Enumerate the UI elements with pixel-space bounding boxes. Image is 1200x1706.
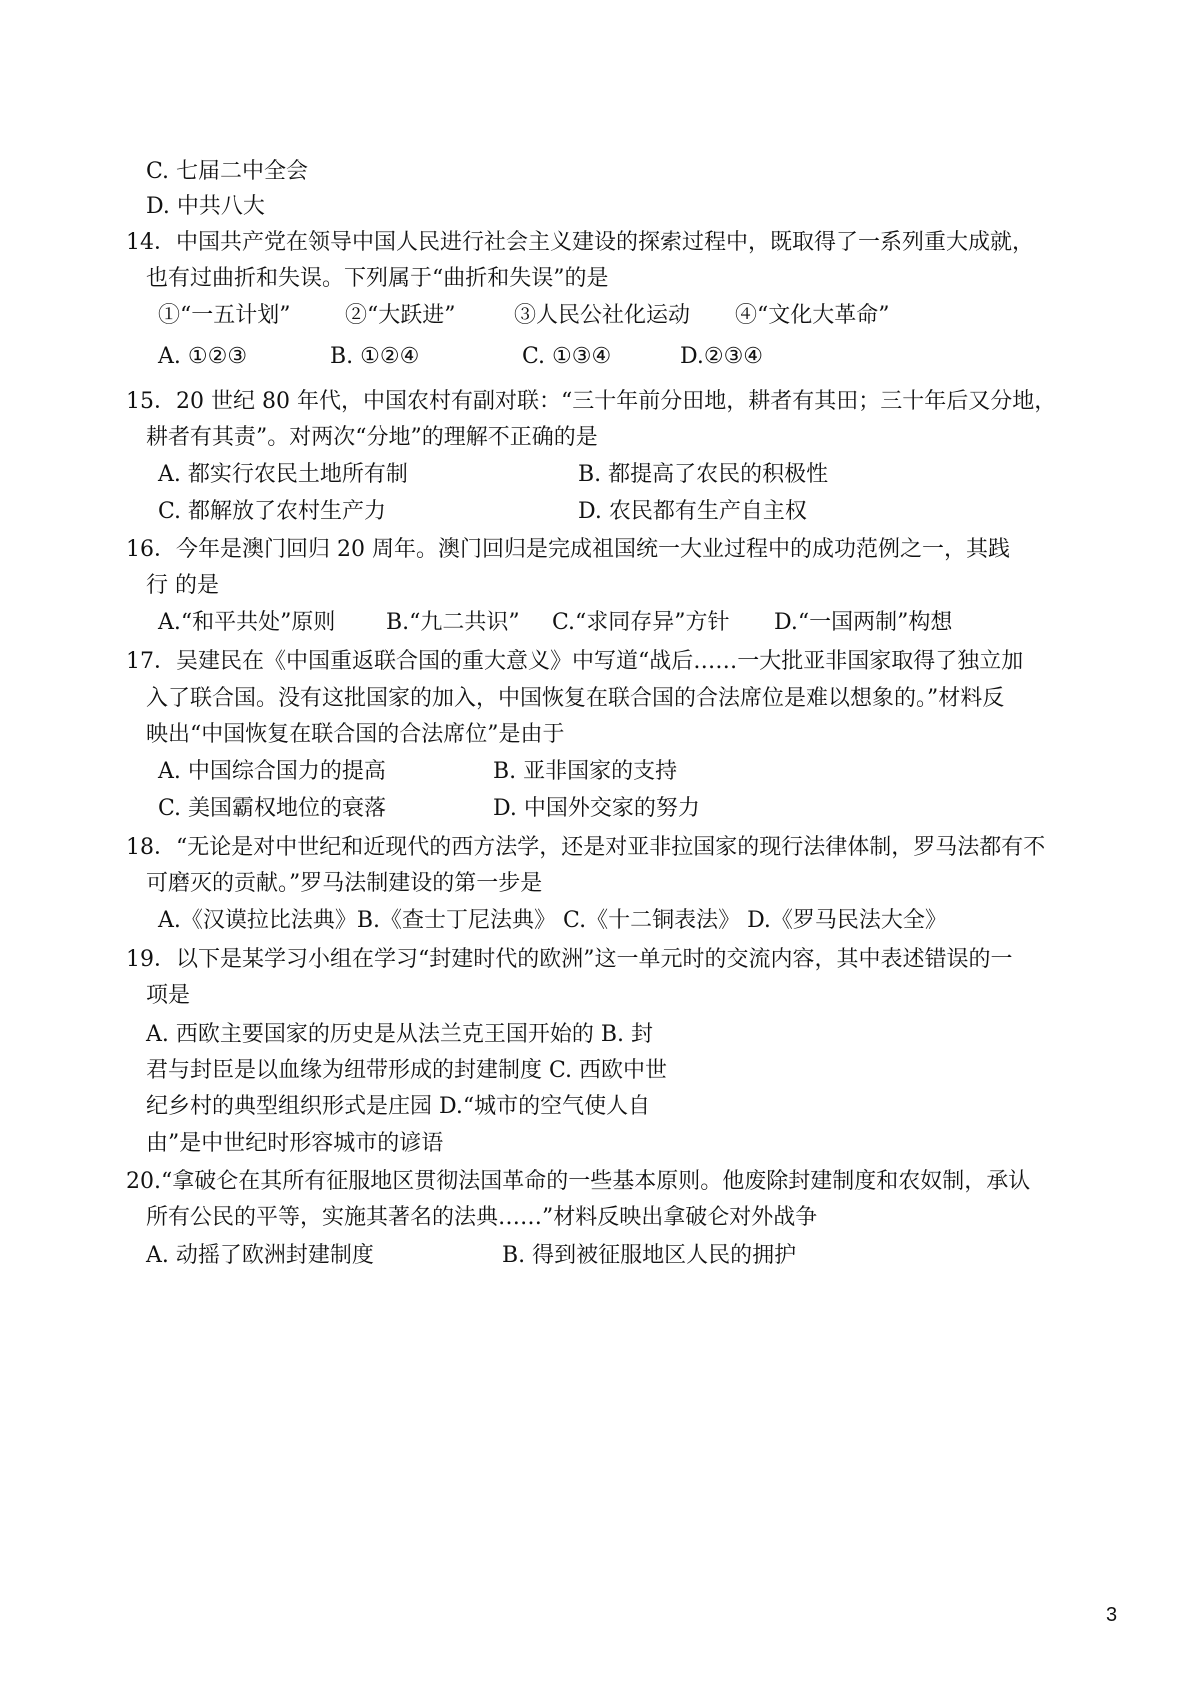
q17-option-d: D. 中国外交家的努力 xyxy=(493,796,700,821)
q14-option-b: B. ①②④ xyxy=(330,344,420,369)
q14-stem-line1: 14．中国共产党在领导中国人民进行社会主义建设的探索过程中，既取得了一系列重大成就， xyxy=(126,230,1034,255)
q18-options: A.《汉谟拉比法典》B.《查士丁尼法典》 C.《十二铜表法》 D.《罗马民法大全》 xyxy=(158,908,947,933)
q14-option-c: C. ①③④ xyxy=(522,344,612,369)
q13-option-c: C. 七届二中全会 xyxy=(146,159,309,184)
q14-option-a: A. ①②③ xyxy=(158,344,248,369)
q16-stem-line1: 16．今年是澳门回归 20 周年。澳门回归是完成祖国统一大业过程中的成功范例之一，其践 xyxy=(126,537,1010,562)
q17-stem-line1: 17．吴建民在《中国重返联合国的重大意义》中写道“战后……一大批亚非国家取得了独立加 xyxy=(126,649,1024,674)
page-number: 3 xyxy=(1106,1604,1118,1626)
q20-option-b: B. 得到被征服地区人民的拥护 xyxy=(502,1243,797,1268)
q15-stem-line1: 15．20 世纪 80 年代，中国农村有副对联：“三十年前分田地，耕者有其田；三十年后又分地， xyxy=(126,389,1057,414)
q16-stem-line2: 行 的是 xyxy=(146,573,219,598)
q19-stem-line2: 项是 xyxy=(146,983,191,1008)
q20-stem-line1: 20.“拿破仑在其所有征服地区贯彻法国革命的一些基本原则。他废除封建制度和农奴制，承认 xyxy=(126,1169,1031,1194)
q17-option-b: B. 亚非国家的支持 xyxy=(493,759,678,784)
q14-item-1: ①“一五计划” xyxy=(158,303,291,328)
q15-option-d: D. 农民都有生产自主权 xyxy=(578,499,807,524)
q16-option-c: C.“求同存异”方针 xyxy=(552,610,730,635)
q19-option-line2: 君与封臣是以血缘为纽带形成的封建制度 C. 西欧中世 xyxy=(146,1058,668,1083)
q19-stem-line1: 19．以下是某学习小组在学习“封建时代的欧洲”这一单元时的交流内容，其中表述错误的一 xyxy=(126,947,1013,972)
q14-item-4: ④“文化大革命” xyxy=(735,303,890,328)
q18-stem-line2: 可磨灭的贡献。”罗马法制建设的第一步是 xyxy=(146,871,543,896)
q17-stem-line3: 映出“中国恢复在联合国的合法席位”是由于 xyxy=(146,722,565,747)
q19-option-line3: 纪乡村的典型组织形式是庄园 D.“城市的空气使人自 xyxy=(146,1094,651,1119)
q14-stem-line2: 也有过曲折和失误。下列属于“曲折和失误”的是 xyxy=(146,266,609,291)
q17-option-a: A. 中国综合国力的提高 xyxy=(158,759,386,784)
q20-stem-line2: 所有公民的平等，实施其著名的法典……”材料反映出拿破仑对外战争 xyxy=(146,1205,818,1230)
q20-option-a: A. 动摇了欧洲封建制度 xyxy=(146,1243,374,1268)
q16-option-a: A.“和平共处”原则 xyxy=(158,610,336,635)
q13-option-d: D. 中共八大 xyxy=(146,194,265,219)
q16-option-b: B.“九二共识” xyxy=(386,610,520,635)
q19-option-line4: 由”是中世纪时形容城市的谚语 xyxy=(146,1131,444,1156)
q14-option-d: D.②③④ xyxy=(680,344,764,369)
q16-option-d: D.“一国两制”构想 xyxy=(774,610,953,635)
q14-item-2: ②“大跃进” xyxy=(345,303,456,328)
q17-stem-line2: 入了联合国。没有这批国家的加入，中国恢复在联合国的合法席位是难以想象的。”材料反 xyxy=(146,686,1005,711)
q19-option-line1: A. 西欧主要国家的历史是从法兰克王国开始的 B. 封 xyxy=(146,1022,654,1047)
q15-stem-line2: 耕者有其责”。对两次“分地”的理解不正确的是 xyxy=(146,425,598,450)
q17-option-c: C. 美国霸权地位的衰落 xyxy=(158,796,387,821)
q15-option-b: B. 都提高了农民的积极性 xyxy=(578,462,829,487)
q14-item-3: ③人民公社化运动 xyxy=(514,303,691,328)
q18-stem-line1: 18．“无论是对中世纪和近现代的西方法学，还是对亚非拉国家的现行法律体制，罗马法都有不 xyxy=(126,835,1046,860)
q15-option-c: C. 都解放了农村生产力 xyxy=(158,499,387,524)
q15-option-a: A. 都实行农民土地所有制 xyxy=(158,462,408,487)
